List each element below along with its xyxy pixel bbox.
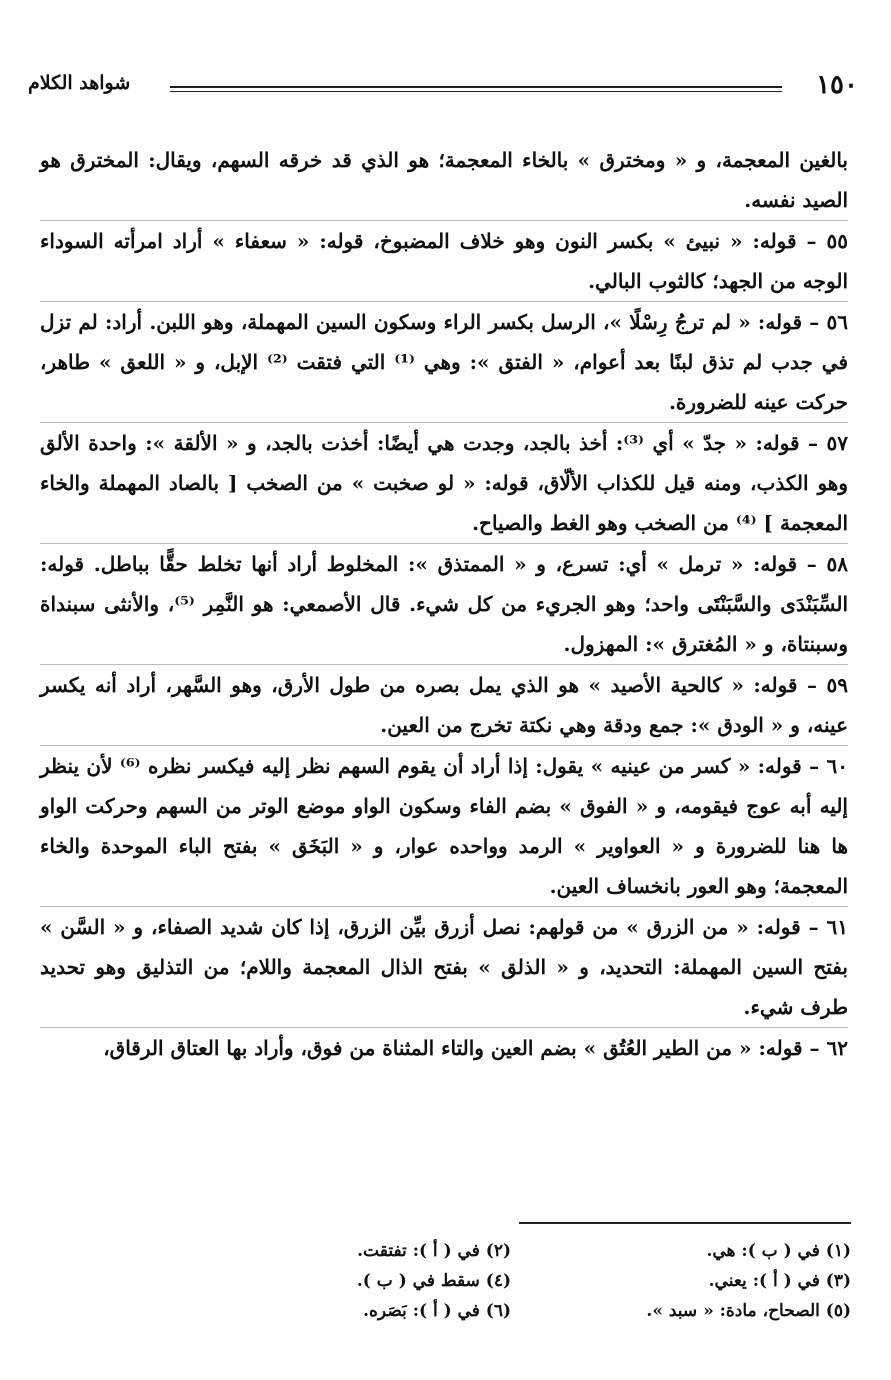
paragraph-60: ٦٠ – قوله: « كسر من عينيه » يقول: إذا أراد أن يقوم السهم نظر إليه فيكسر نظره ⁽⁶⁾ لأن ينظر إليه أبه عوج فيقومه، و « الفوق » بضم الفاء وسكون الواو موضع الوتر من السهم وحركت الواو ها هنا للضرورة و « العواوير » الرمد وواحده عوار، و « البَخَق » بفتح الباء الموحدة والخاء المعجمة؛ وهو العور بانخساف العين. — [40, 745, 848, 906]
footnote-separator — [519, 1222, 851, 1224]
paragraph-59: ٥٩ – قوله: « كالحية الأصيد » هو الذي يمل بصره من طول الأرق، وهو السَّهر، أراد أنه يكسر عينه، و « الودق »: جمع ودقة وهي نكتة تخرج من العين. — [40, 664, 848, 745]
paragraph-61: ٦١ – قوله: « من الزرق » من قولهم: نصل أزرق بيِّن الزرق، إذا كان شديد الصفاء، و « السَّن » بفتح السين المهملة: التحديد، و « الذلق » بفتح الذال المعجمة واللام؛ من التذليق وهو تحديد طرف شيء. — [40, 906, 848, 1027]
footnotes — [211, 1238, 851, 1324]
running-title: شواهد الكلام — [28, 72, 131, 94]
main-text — [40, 140, 848, 1068]
footnote-2: (٢) في ( أ ): تفتقت. — [357, 1241, 511, 1261]
paragraph-58: ٥٨ – قوله: « ترمل » أي: تسرع، و « الممتذق »: المخلوط أراد أنها تخلط حقًّا بباطل. قوله: السِّبَنْدَى والسَّبَنْتَى واحد؛ وهو الجريء من كل شيء. قال الأصمعي: هو النَّمِر ⁽⁵⁾، والأنثى سبنداة وسبنتاة، و « المُغترق »: المهزول. — [40, 543, 848, 664]
footnote-5: (٥) الصحاح، مادة: « سبد ». — [646, 1301, 851, 1321]
footnote-4: (٤) سقط في ( ب ). — [356, 1271, 511, 1291]
footnote-1: (١) في ( ب ): هي. — [706, 1241, 851, 1261]
footnote-3: (٣) في ( أ ): يعني. — [708, 1271, 851, 1291]
paragraph-55: ٥٥ – قوله: « نبيئ » بكسر النون وهو خلاف المضبوخ، قوله: « سعفاء » أراد امرأته السوداء الوجه من الجهد؛ كالثوب البالي. — [40, 220, 848, 301]
paragraph-57: ٥٧ – قوله: « جدّ » أي ⁽³⁾: أخذ بالجد، وجدت هي أيضًا: أخذت بالجد، و « الألقة »: واحدة الألق وهو الكذب، ومنه قيل للكذاب الألّاق، قوله: « لو صخبت » من الصخب [ بالصاد المهملة والخاء المعجمة ] ⁽⁴⁾ من الصخب وهو الغط والصياح. — [40, 422, 848, 543]
paragraph-continuation: بالغين المعجمة، و « ومخترق » بالخاء المعجمة؛ هو الذي قد خرقه السهم، ويقال: المخترق هو الصيد نفسه. — [40, 148, 848, 212]
page-header — [28, 66, 858, 112]
footnote-6: (٦) في ( أ ): بَصَره. — [363, 1301, 511, 1321]
paragraph-56: ٥٦ – قوله: « لم ترجُ رِسْلًا »، الرسل بكسر الراء وسكون السين المهملة، وهو اللبن. أراد: لم تزل في جدب لم تذق لبنًا بعد أعوام، « الفتق »: وهي ⁽¹⁾ التي فتقت ⁽²⁾ الإبل، و « اللعق » طاهر، حركت عينه للضرورة. — [40, 301, 848, 422]
header-rule — [170, 86, 782, 92]
page-number: ١٥٠ — [816, 70, 858, 100]
paragraph-62: ٦٢ – قوله: « من الطير العُتُق » بضم العين والتاء المثناة من فوق، وأراد بها العتاق الرقاق، — [40, 1027, 848, 1068]
